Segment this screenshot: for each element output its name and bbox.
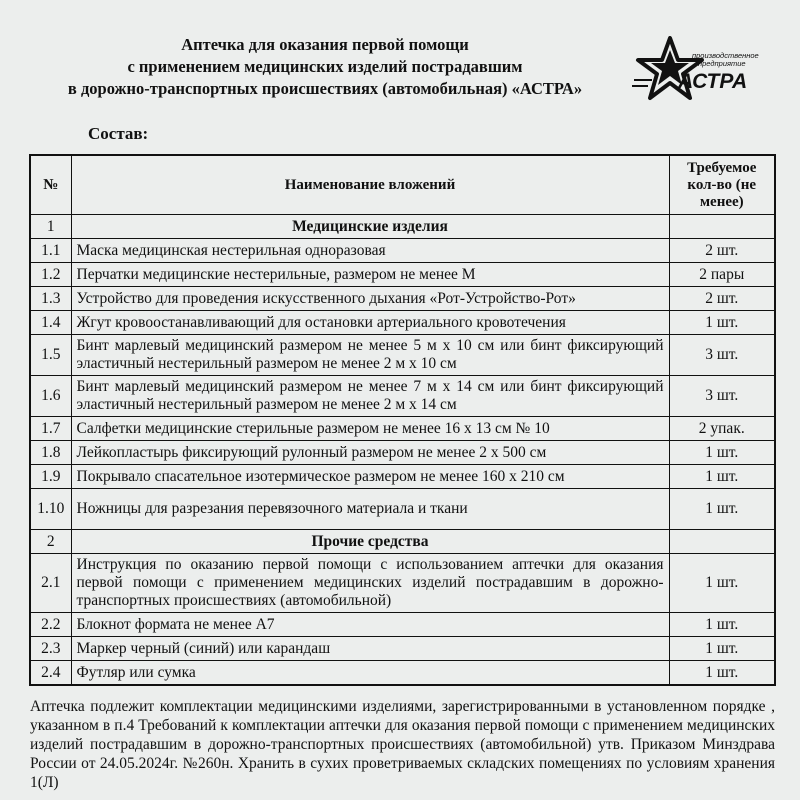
row-number: 1.2 bbox=[30, 263, 71, 287]
section-title: Медицинские изделия bbox=[71, 215, 669, 239]
table-row bbox=[30, 613, 775, 637]
row-number: 1.5 bbox=[30, 335, 71, 376]
item-name: Жгут кровоостанавливающий для остановки артериального кровотечения bbox=[71, 311, 669, 335]
item-quantity: 1 шт. bbox=[669, 661, 775, 686]
row-number: 1.9 bbox=[30, 465, 71, 489]
item-quantity bbox=[669, 215, 775, 239]
row-number: 1.8 bbox=[30, 441, 71, 465]
item-quantity: 1 шт. bbox=[669, 637, 775, 661]
item-quantity: 3 шт. bbox=[669, 376, 775, 417]
row-number: 1 bbox=[30, 215, 71, 239]
logo-brand-name: АСТРА bbox=[678, 70, 748, 93]
row-number: 2.1 bbox=[30, 554, 71, 613]
composition-label: Состав: bbox=[88, 124, 149, 143]
item-name: Маркер черный (синий) или карандаш bbox=[71, 637, 669, 661]
item-name: Маска медицинская нестерильная одноразовая bbox=[71, 239, 669, 263]
table-row bbox=[30, 489, 775, 530]
contents-table bbox=[29, 154, 776, 686]
item-quantity: 2 шт. bbox=[669, 239, 775, 263]
item-name: Перчатки медицинские нестерильные, размером не менее М bbox=[71, 263, 669, 287]
item-quantity: 1 шт. bbox=[669, 554, 775, 613]
item-name: Бинт марлевый медицинский размером не менее 5 м х 10 см или бинт фиксирующий эластичный нестерильный размером не менее 2 м х 10 см bbox=[71, 335, 669, 376]
item-name: Бинт марлевый медицинский размером не менее 7 м х 14 см или бинт фиксирующий эластичный нестерильный размером не менее 2 м х 14 см bbox=[71, 376, 669, 417]
logo-tagline-2: предприятие bbox=[698, 59, 746, 68]
item-quantity: 2 упак. bbox=[669, 417, 775, 441]
item-name: Лейкопластырь фиксирующий рулонный размером не менее 2 х 500 см bbox=[71, 441, 669, 465]
item-quantity: 1 шт. bbox=[669, 465, 775, 489]
star-logo-icon bbox=[632, 36, 762, 108]
row-number: 1.6 bbox=[30, 376, 71, 417]
table-row bbox=[30, 554, 775, 613]
column-header-quantity: Требуемое кол-во (не менее) bbox=[669, 155, 775, 215]
section-title: Прочие средства bbox=[71, 530, 669, 554]
row-number: 2 bbox=[30, 530, 71, 554]
row-number: 1.7 bbox=[30, 417, 71, 441]
item-name: Салфетки медицинские стерильные размером не менее 16 х 13 см № 10 bbox=[71, 417, 669, 441]
table-row bbox=[30, 287, 775, 311]
title-line: с применением медицинских изделий пострадавшим bbox=[127, 57, 523, 76]
row-number: 1.4 bbox=[30, 311, 71, 335]
row-number: 2.2 bbox=[30, 613, 71, 637]
item-name: Инструкция по оказанию первой помощи с использованием аптечки для оказания первой помощи с применением медицинских изделий пострадавшим в дорожно-транспортных происшествиях (автомобильной) bbox=[71, 554, 669, 613]
logo-tagline-1: производственное bbox=[692, 51, 759, 60]
column-header-number: № bbox=[30, 155, 71, 215]
item-quantity: 3 шт. bbox=[669, 335, 775, 376]
section-row bbox=[30, 215, 775, 239]
item-quantity: 1 шт. bbox=[669, 613, 775, 637]
table-row bbox=[30, 335, 775, 376]
title-line: Аптечка для оказания первой помощи bbox=[181, 35, 469, 54]
row-number: 1.10 bbox=[30, 489, 71, 530]
table-row bbox=[30, 417, 775, 441]
item-quantity: 2 шт. bbox=[669, 287, 775, 311]
table-row bbox=[30, 376, 775, 417]
table-row bbox=[30, 661, 775, 686]
table-row bbox=[30, 311, 775, 335]
item-quantity: 2 пары bbox=[669, 263, 775, 287]
column-header-name: Наименование вложений bbox=[71, 155, 669, 215]
item-name: Футляр или сумка bbox=[71, 661, 669, 686]
table-row bbox=[30, 465, 775, 489]
item-quantity: 1 шт. bbox=[669, 441, 775, 465]
item-name: Блокнот формата не менее А7 bbox=[71, 613, 669, 637]
item-quantity bbox=[669, 530, 775, 554]
table-row bbox=[30, 441, 775, 465]
row-number: 2.4 bbox=[30, 661, 71, 686]
item-name: Устройство для проведения искусственного дыхания «Рот-Устройство-Рот» bbox=[71, 287, 669, 311]
row-number: 2.3 bbox=[30, 637, 71, 661]
brand-logo bbox=[632, 36, 762, 108]
table-row bbox=[30, 239, 775, 263]
document-title bbox=[0, 34, 650, 100]
row-number: 1.1 bbox=[30, 239, 71, 263]
item-name: Покрывало спасательное изотермическое размером не менее 160 х 210 см bbox=[71, 465, 669, 489]
section-row bbox=[30, 530, 775, 554]
item-name: Ножницы для разрезания перевязочного материала и ткани bbox=[71, 489, 669, 530]
storage-note: Аптечка подлежит комплектации медицинскими изделиями, зарегистрированными в установленном порядке , указанном в п.4 Требований к комплектации аптечки для оказания первой помощи с применением медицинских изделий пострадавшим в дорожно-транспортных происшествиях (автомобильной) утв. Приказом Минздрава России от 24.05.2024г. №260н. Хранить в сухих проветриваемых складских помещениях по условиям хранения 1(Л) bbox=[30, 698, 775, 791]
item-quantity: 1 шт. bbox=[669, 311, 775, 335]
table-row bbox=[30, 263, 775, 287]
title-line: в дорожно-транспортных происшествиях (автомобильная) «АСТРА» bbox=[67, 79, 583, 98]
item-quantity: 1 шт. bbox=[669, 489, 775, 530]
row-number: 1.3 bbox=[30, 287, 71, 311]
table-row bbox=[30, 637, 775, 661]
